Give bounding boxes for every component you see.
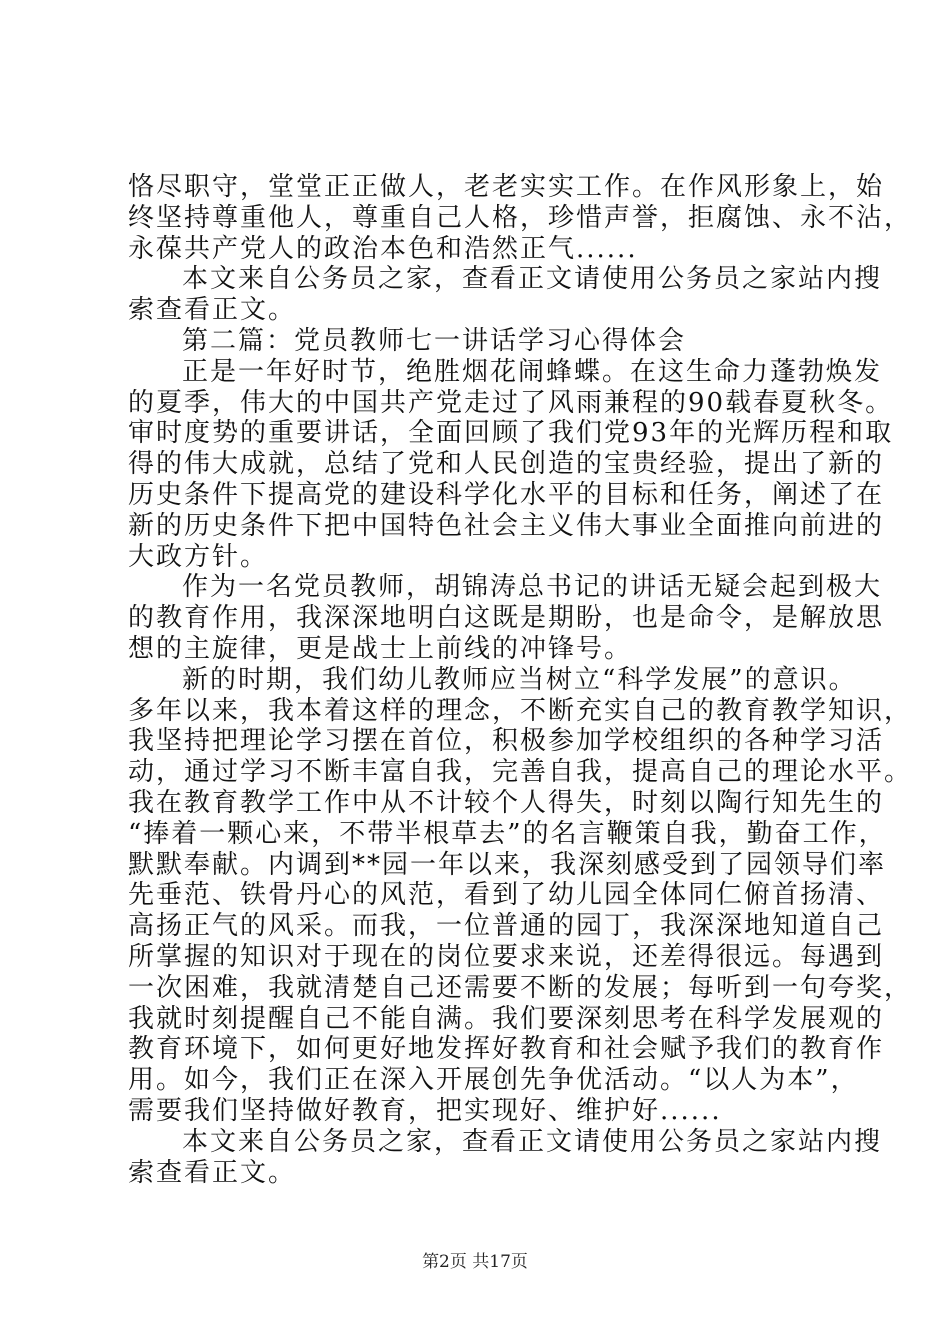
text-line: 正是一年好时节，绝胜烟花闹蜂蝶。在这生命力蓬勃焕发 — [182, 356, 883, 387]
text-line: 作为一名党员教师，胡锦涛总书记的讲话无疑会起到极大 — [182, 572, 883, 603]
document-body — [128, 172, 913, 1188]
text-line: 所掌握的知识对于现在的岗位要求来说，还差得很远。每遇到 — [128, 941, 885, 972]
text-line: 新的历史条件下把中国特色社会主义伟大事业全面推向前进的 — [128, 510, 885, 541]
text-line: 用。如今，我们正在深入开展创先争优活动。“以人为本”， — [128, 1065, 859, 1096]
text-line: 我在教育教学工作中从不计较个人得失，时刻以陶行知先生的 — [128, 787, 885, 818]
text-line: 的夏季，伟大的中国共产党走过了风雨兼程的90载春夏秋冬。 — [128, 387, 894, 418]
text-line: 本文来自公务员之家，查看正文请使用公务员之家站内搜 — [182, 264, 883, 295]
text-line: 我就时刻提醒自己不能自满。我们要深刻思考在科学发展观的 — [128, 1003, 885, 1034]
text-line: 大政方针。 — [128, 541, 269, 572]
text-line: 先垂范、铁骨丹心的风范，看到了幼儿园全体同仁俯首扬清、 — [128, 880, 885, 911]
text-line: 本文来自公务员之家，查看正文请使用公务员之家站内搜 — [182, 1126, 883, 1157]
text-line: 默默奉献。内调到**园一年以来，我深刻感受到了园领导们率 — [128, 849, 887, 880]
text-line: 第二篇：党员教师七一讲话学习心得体会 — [182, 325, 687, 356]
text-line: 索查看正文。 — [128, 295, 297, 326]
text-line: 终坚持尊重他人，尊重自己人格，珍惜声誉，拒腐蚀、永不沾， — [128, 202, 913, 233]
text-line: 教育环境下，如何更好地发挥好教育和社会赋予我们的教育作 — [128, 1034, 885, 1065]
text-line: 审时度势的重要讲话，全面回顾了我们党93年的光辉历程和取 — [128, 418, 894, 449]
text-line: 得的伟大成就，总结了党和人民创造的宝贵经验，提出了新的 — [128, 449, 885, 480]
text-line: 的教育作用，我深深地明白这既是期盼，也是命令，是解放思 — [128, 603, 885, 634]
page-footer: 第2页 共17页 — [422, 1252, 528, 1272]
text-line: 动，通过学习不断丰富自我，完善自我，提高自己的理论水平。 — [128, 757, 913, 788]
text-line: 新的时期，我们幼儿教师应当树立“科学发展”的意识。 — [182, 664, 857, 695]
text-line: 永葆共产党人的政治本色和浩然正气...... — [128, 233, 638, 264]
text-line: 恪尽职守，堂堂正正做人，老老实实工作。在作风形象上，始 — [128, 172, 885, 202]
text-line: 多年以来，我本着这样的理念，不断充实自己的教育教学知识， — [128, 695, 913, 726]
text-line: 一次困难，我就清楚自己还需要不断的发展；每听到一句夸奖， — [128, 972, 913, 1003]
text-line: 需要我们坚持做好教育，把实现好、维护好...... — [128, 1095, 722, 1126]
text-line: 索查看正文。 — [128, 1157, 297, 1188]
text-line: 历史条件下提高党的建设科学化水平的目标和任务，阐述了在 — [128, 479, 885, 510]
text-line: “捧着一颗心来，不带半根草去”的名言鞭策自我，勤奋工作， — [128, 818, 887, 849]
text-line: 我坚持把理论学习摆在首位，积极参加学校组织的各种学习活 — [128, 726, 885, 757]
text-line: 想的主旋律，更是战士上前线的冲锋号。 — [128, 633, 633, 664]
text-line: 高扬正气的风采。而我，一位普通的园丁，我深深地知道自己 — [128, 911, 885, 942]
